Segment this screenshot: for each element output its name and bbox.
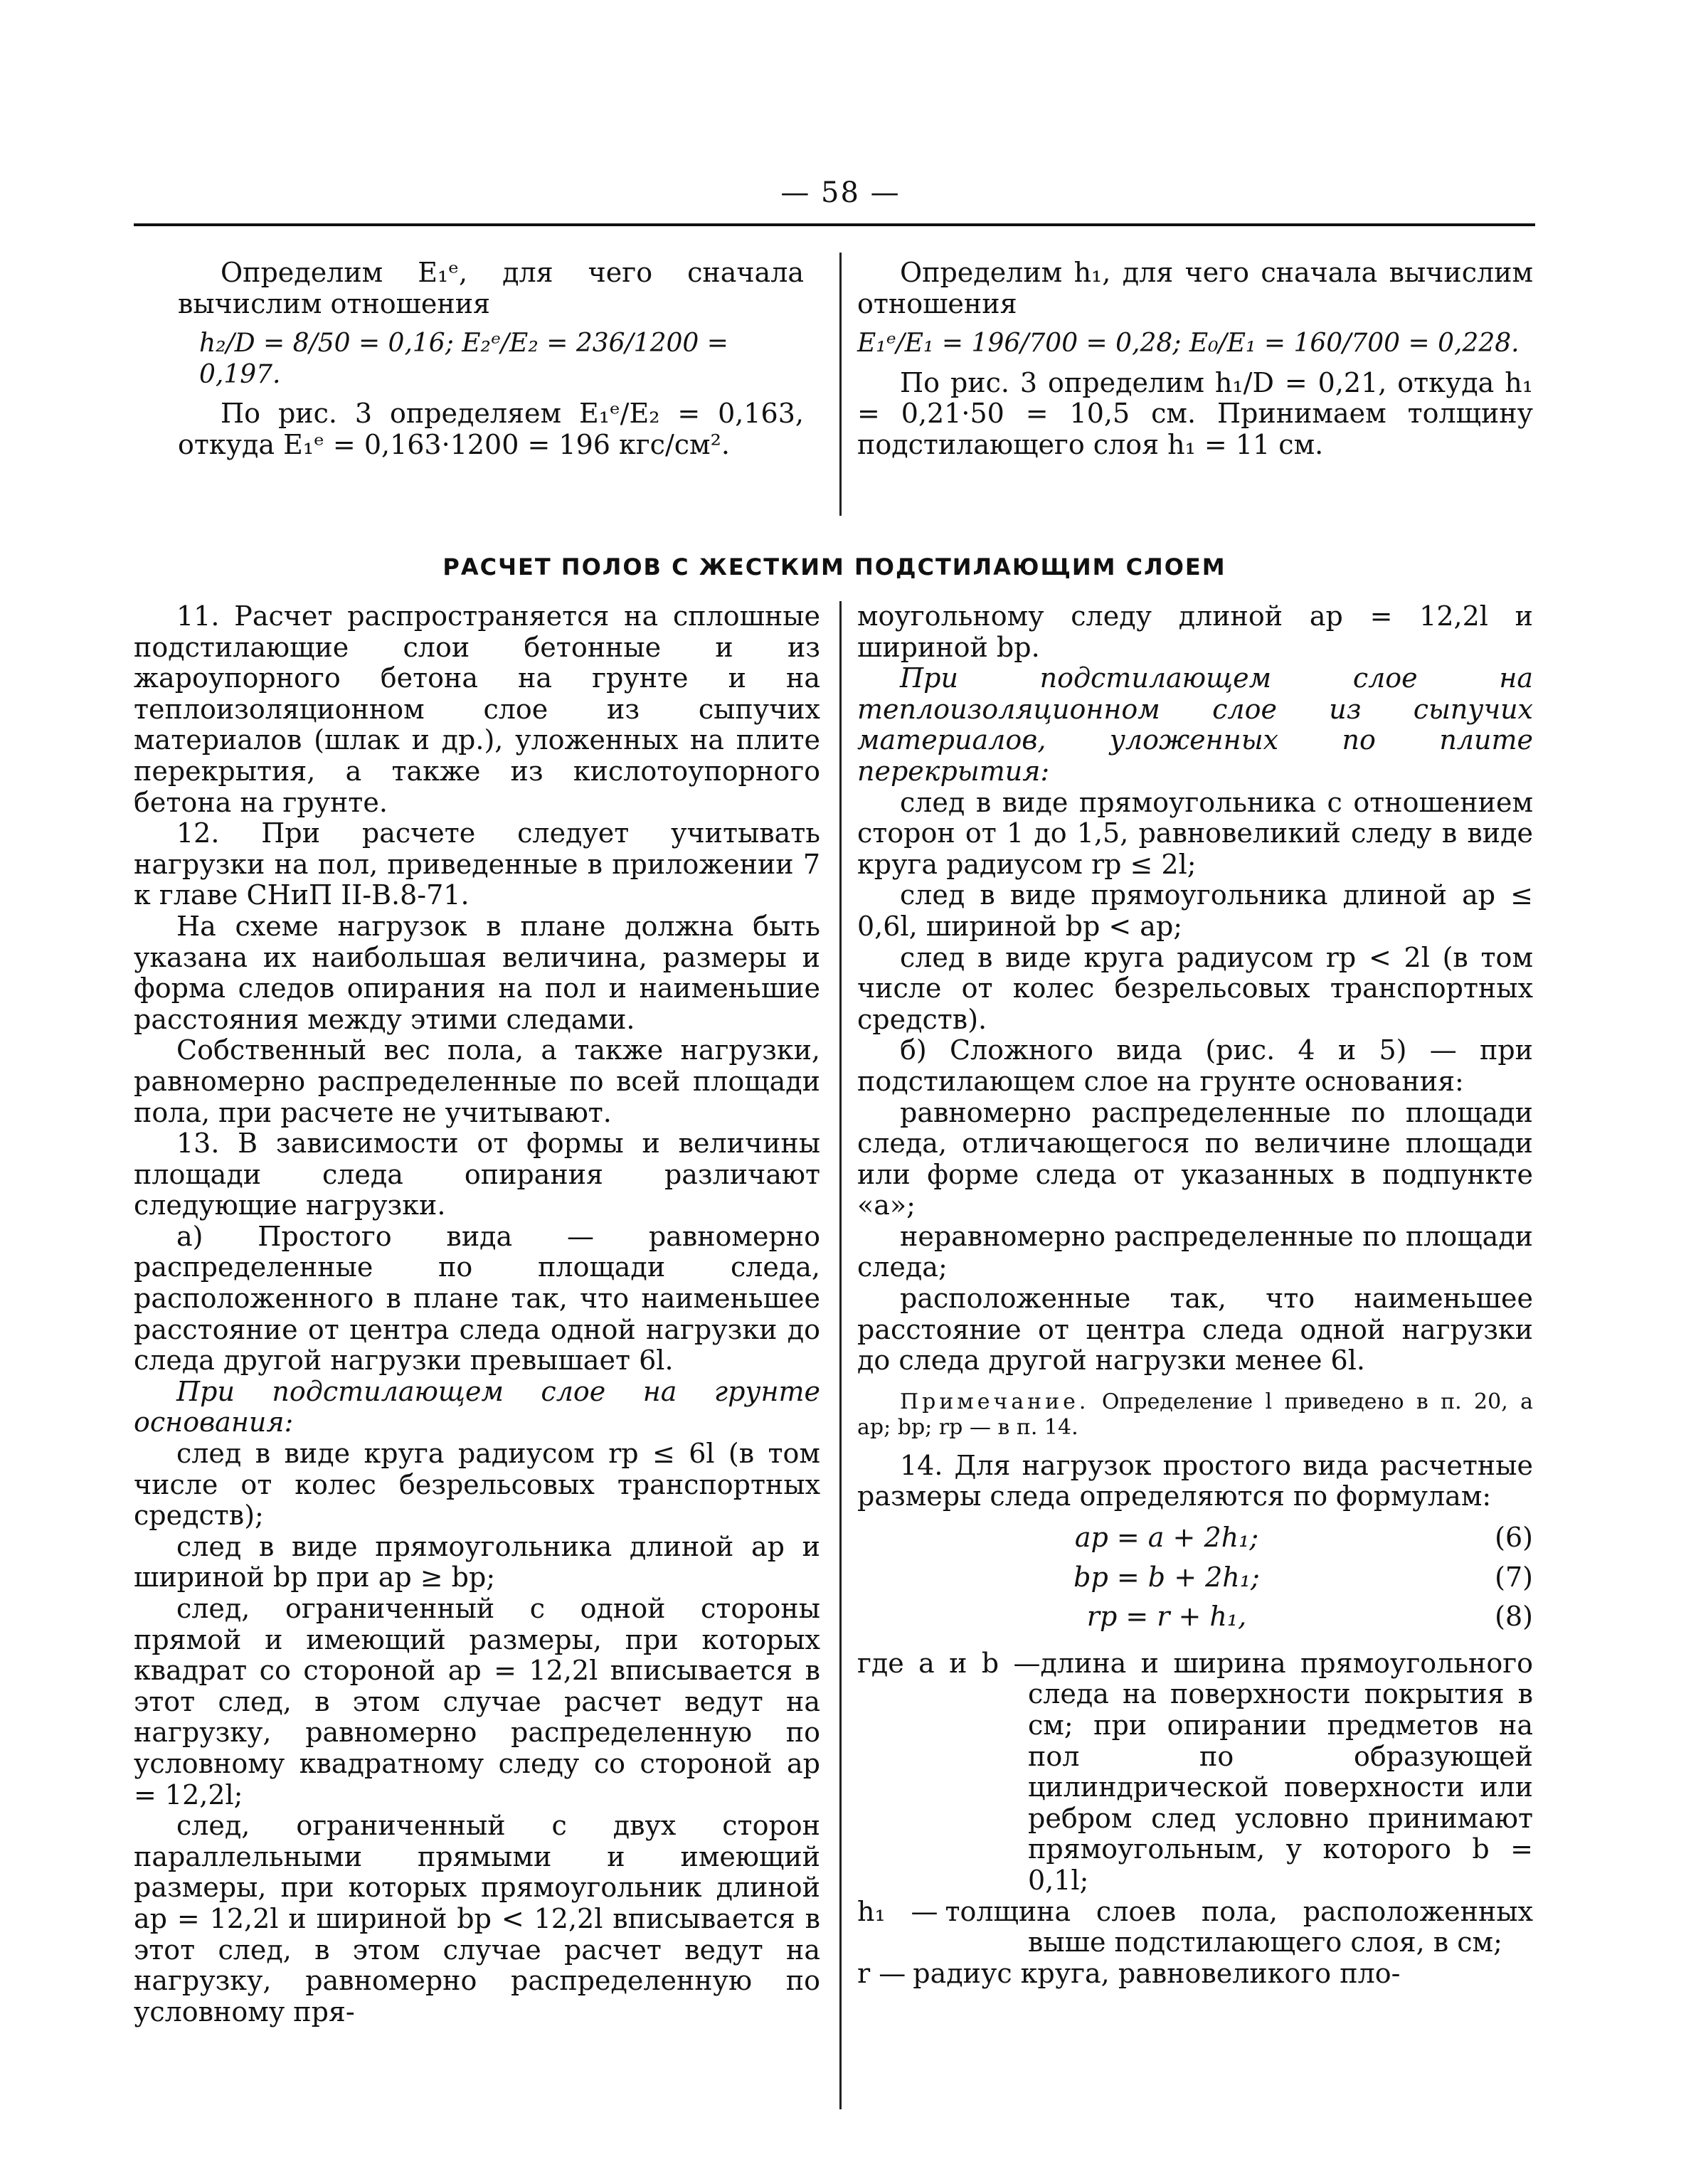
where-def-h1: толщина слоев пола, расположенных выше подстилающего слоя, в см; [945, 1895, 1533, 1958]
column-divider-main [839, 601, 842, 2109]
formula-6 [857, 1522, 1533, 1554]
formula-7 [857, 1562, 1533, 1594]
note-label: Примечание. [900, 1389, 1090, 1414]
right-column-paragraph: моугольному следу длиной aр = 12,2l и шириной bр. [857, 600, 1533, 663]
right-column-paragraph: след в виде круга радиусом rр < 2l (в том числе от колес безрельсовых транспортных средств). [857, 941, 1533, 1035]
right-column-paragraph: неравномерно распределенные по площади следа; [857, 1220, 1533, 1283]
where-term-r: r — [857, 1957, 906, 1989]
left-column-paragraph: след в виде круга радиусом rр ≤ 6l (в том числе от колес безрельсовых транспортных средств); [134, 1438, 820, 1532]
note-text: Определение l приведено в п. 20, а aр; bр; rр — в п. 14. [857, 1389, 1533, 1440]
section-14: 14. Для нагрузок простого вида расчетные размеры следа определяются по формулам: [857, 1449, 1533, 1512]
left-column-paragraph: 12. При расчете следует учитывать нагрузки на пол, приведенные в приложении 7 к главе СНиП II-В.8-71. [134, 817, 820, 911]
top-left-result: По рис. 3 определяем E₁ᵉ/E₂ = 0,163, откуда E₁ᵉ = 0,163·1200 = 196 кгс/см². [178, 398, 804, 460]
top-left-fractions: h₂/D = 8/50 = 0,16; E₂ᵉ/E₂ = 236/1200 = 0,197. [199, 329, 728, 389]
right-column-paragraph: след в виде прямоугольника с отношением сторон от 1 до 1,5, равновеликий следу в виде круга радиусом rр ≤ 2l; [857, 786, 1533, 880]
top-right-block [857, 258, 1533, 461]
header-rule [134, 223, 1535, 226]
formula-8-number: (8) [1495, 1601, 1533, 1633]
left-column-paragraph: При подстилающем слое на грунте основания: [134, 1375, 820, 1438]
formula-7-expr: bр = b + 2h₁; [1073, 1561, 1260, 1593]
formula-7-number: (7) [1495, 1561, 1533, 1593]
left-column [134, 601, 820, 2027]
left-column-paragraph: 11. Расчет распространяется на сплошные подстилающие слои бетонные и из жароупорного бетона на грунте и на теплоизоляционном слое из сыпучих материалов (шлак и др.), уложенных на плите перекрытия, а также из кислотоупорного бетона на грунте. [134, 600, 820, 818]
right-column-paragraphs [857, 601, 1533, 1377]
right-column [857, 601, 1533, 1989]
left-column-paragraph: след в виде прямоугольника длиной aр и шириной bр при aр ≥ bр; [134, 1530, 820, 1594]
right-column-paragraph: При подстилающем слое на теплоизоляционном слое из сыпучих материалов, уложенных по плите перекрытия: [857, 662, 1533, 787]
formula-8 [857, 1601, 1533, 1633]
where-def-ab: длина и ширина прямоугольного следа на поверхности покрытия в см; при опирании предметов на пол по образующей цилиндрической поверхности или ребром след условно принимают прямоугольным, у которого b = 0,1l; [1028, 1647, 1534, 1896]
right-column-paragraph: расположенные так, что наименьшее расстояние от центра следа одной нагрузки до следа другой нагрузки менее 6l. [857, 1283, 1533, 1377]
left-column-paragraph: след, ограниченный с одной стороны прямой и имеющий размеры, при которых квадрат со стороной aр = 12,2l вписывается в этот след, в этом случае расчет ведут на нагрузку, равномерно распределенную по условному квадратному следу со стороной aр = 12,2l; [134, 1593, 820, 1811]
section-heading: РАСЧЕТ ПОЛОВ С ЖЕСТКИМ ПОДСТИЛАЮЩИМ СЛОЕМ [442, 553, 1226, 581]
right-column-paragraph: равномерно распределенные по площади следа, отличающегося по величине площади или форме следа от указанных в подпункте «а»; [857, 1096, 1533, 1221]
column-divider-top [839, 253, 842, 516]
left-column-paragraph: 13. В зависимости от формы и величины площади следа опирания различают следующие нагрузки. [134, 1128, 820, 1221]
where-term-ab: где a и b — [857, 1647, 1041, 1679]
where-term-h1: h₁ — [857, 1895, 938, 1927]
top-left-block [178, 258, 804, 461]
page-number: — 58 — [780, 176, 901, 209]
top-right-result: По рис. 3 определим h₁/D = 0,21, откуда h₁ = 0,21·50 = 10,5 см. Принимаем толщину подстилающего слоя h₁ = 11 см. [857, 366, 1533, 460]
where-item-ab [857, 1648, 1533, 1897]
formula-6-expr: aр = a + 2h₁; [1074, 1522, 1259, 1554]
formula-8-expr: rр = r + h₁, [1086, 1601, 1247, 1633]
left-column-paragraph: Собственный вес пола, а также нагрузки, равномерно распределенные по всей площади пола, при расчете не учитывают. [134, 1034, 820, 1128]
note [857, 1389, 1533, 1441]
left-column-paragraph: На схеме нагрузок в плане должна быть указана их наибольшая величина, размеры и форма следов опирания на пол и наименьшие расстояния между этими следами. [134, 910, 820, 1035]
formula-block [857, 1522, 1533, 1633]
where-item-r [857, 1958, 1533, 1990]
left-column-paragraph: а) Простого вида — равномерно распределенные по площади следа, расположенного в плане так, что наименьшее расстояние от центра следа одной нагрузки до следа другой нагрузки превышает 6l. [134, 1220, 820, 1377]
where-item-h1 [857, 1897, 1533, 1958]
where-def-r: радиус круга, равновеликого пло- [913, 1957, 1401, 1989]
top-right-intro: Определим h₁, для чего сначала вычислим отношения [857, 257, 1533, 319]
right-column-paragraph: след в виде прямоугольника длиной aр ≤ 0,6l, шириной bр < aр; [857, 879, 1533, 942]
right-column-paragraph: б) Сложного вида (рис. 4 и 5) — при подстилающем слое на грунте основания: [857, 1034, 1533, 1097]
formula-6-number: (6) [1495, 1522, 1533, 1554]
left-column-paragraph: след, ограниченный с двух сторон параллельными прямыми и имеющий размеры, при которых прямоугольник длиной aр = 12,2l и шириной bр < 12,2l вписывается в этот след, в этом случае расчет ведут на нагрузку, равномерно распределенную по условному пря- [134, 1810, 820, 2027]
top-right-fractions: E₁ᵉ/E₁ = 196/700 = 0,28; E₀/E₁ = 160/700 = 0,228. [857, 329, 1520, 359]
top-left-intro: Определим E₁ᵉ, для чего сначала вычислим отношения [178, 257, 804, 319]
